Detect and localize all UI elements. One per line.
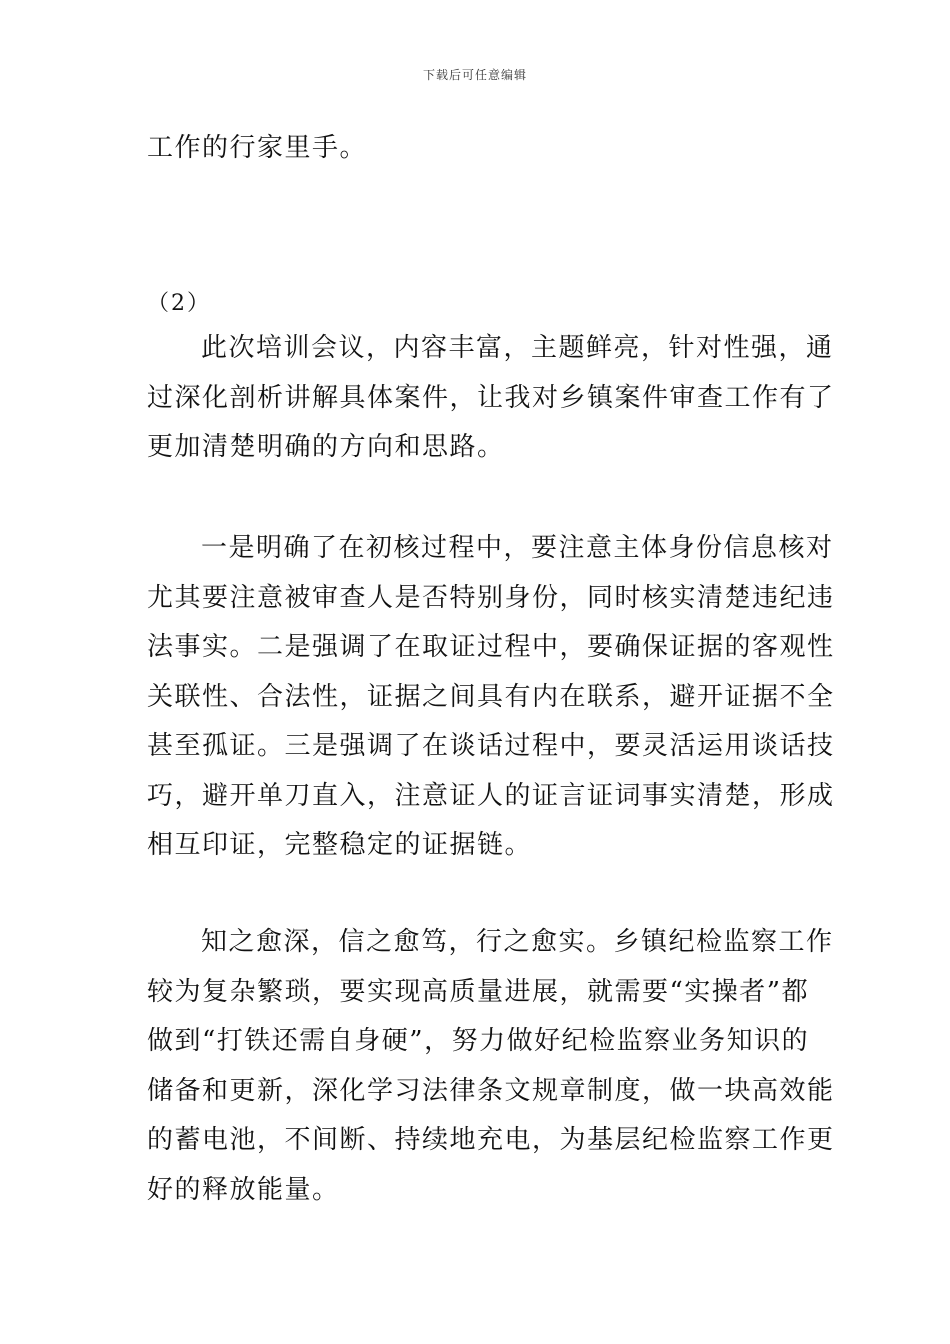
- paragraph-line: 好的释放能量。: [147, 1174, 340, 1205]
- paragraph-line: 较为复杂繁琐，要实现高质量进展，就需要“实操者”都: [147, 976, 810, 1007]
- paragraph-line: 甚至孤证。三是强调了在谈话过程中，要灵活运用谈话技: [147, 731, 835, 761]
- paragraph-line: 关联性、合法性，证据之间具有内在联系，避开证据不全: [147, 681, 835, 712]
- paragraph-line: 做到“打铁还需自身硬”，努力做好纪检监察业务知识的: [147, 1026, 810, 1056]
- paragraph-line: 一是明确了在初核过程中，要注意主体身份信息核对: [201, 533, 834, 563]
- paragraph-2: [147, 524, 835, 871]
- paragraph-line: 尤其要注意被审查人是否特别身份，同时核实清楚违纪违: [147, 582, 835, 613]
- paragraph-line: 巧，避开单刀直入，注意证人的证言证词事实清楚，形成: [147, 780, 835, 811]
- page-header: 下载后可任意编辑: [422, 68, 527, 82]
- paragraph-line: 储备和更新，深化学习法律条文规章制度，做一块高效能: [147, 1075, 835, 1106]
- paragraph-line: 的蓄电池，不间断、持续地充电，为基层纪检监察工作更: [147, 1125, 835, 1155]
- paragraph-line: 知之愈深，信之愈笃，行之愈实。乡镇纪检监察工作: [201, 927, 834, 957]
- paragraph-3: [147, 918, 835, 1215]
- continued-text: 工作的行家里手。: [147, 133, 368, 163]
- paragraph-line: 相互印证，完整稳定的证据链。: [147, 830, 533, 860]
- paragraph-1: [147, 324, 835, 473]
- paragraph-line: 更加清楚明确的方向和思路。: [147, 432, 505, 462]
- paragraph-line: 法事实。二是强调了在取证过程中，要确保证据的客观性: [147, 632, 835, 662]
- paragraph-line: 过深化剖析讲解具体案件，让我对乡镇案件审查工作有了: [147, 382, 835, 413]
- paragraph-line: 此次培训会议，内容丰富，主题鲜亮，针对性强，通: [201, 333, 834, 363]
- section-number: （2）: [147, 291, 211, 316]
